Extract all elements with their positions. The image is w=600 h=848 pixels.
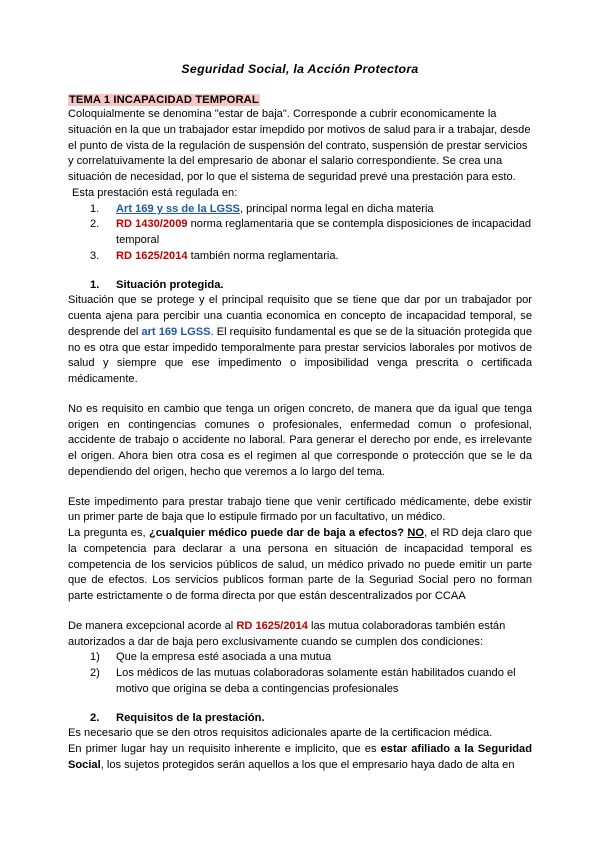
requisito-emphasis: estar afiliado a la Seguridad Social (68, 742, 532, 771)
regulation-list (68, 202, 532, 265)
paragraph-requisitos-2 (68, 742, 532, 774)
list-marker: 1) (90, 651, 100, 664)
paragraph-rest-text: , el RD deja claro que la competencia para declarar a una persona en situación de incapacidad temporal es competencia de los servicios públicos de salud, un médico privado no puede emitir un parte que de efectos. Los servicios publicos forman parte de la Seguriad Social pero no forman parte estrictamente o de forma directa por que están descentralizados por CCAA (68, 527, 532, 602)
legal-reference: RD 1625/2014 (236, 619, 308, 632)
list-item-text: Los médicos de las mutuas colaboradoras solamente están habilitados cuando el motivo que origina se deba a contingencias profesionales (116, 667, 516, 695)
legal-reference: art 169 LGSS (141, 325, 211, 338)
paragraph-text-part-1: En primer lugar hay un requisito inherente e implicito, que es (68, 742, 381, 755)
list-marker: 2) (90, 667, 100, 679)
legal-reference: RD 1625/2014 (116, 249, 188, 262)
page-title: Seguridad Social, la Acción Protectora (181, 62, 419, 76)
legal-reference: RD 1430/2009 (116, 218, 188, 231)
section-heading-text: Requisitos de la prestación. (116, 711, 265, 724)
list-item (68, 202, 532, 218)
list-item (68, 217, 532, 249)
paragraph-situacion-protegida (68, 293, 532, 388)
paragraph-certificado: Este impedimento para prestar trabajo tiene que venir certificado médicamente, debe existir un primer parte de baja que lo estipule firmado por un facultativo, un médico. (68, 495, 532, 524)
list-item (68, 650, 532, 666)
list-item-text: norma reglamentaria que se contempla disposiciones de incapacidad temporal (116, 218, 532, 247)
section-heading-situacion-protegida (68, 278, 532, 294)
section-heading-requisitos (68, 711, 532, 727)
list-item (68, 249, 532, 265)
topic-heading (68, 93, 532, 107)
list-item-text: , principal norma legal en dicha materia (239, 202, 434, 215)
topic-heading-highlight: TEMA 1 INCAPACIDAD TEMPORAL (69, 93, 259, 106)
intro-paragraph: Coloquialmente se denomina "estar de baja". Corresponde a cubrir economicamente la situación en la que un trabajador estar imepdido por motivos de salud para ir a trabajar, desde el punto de vista de la regulación de suspensión del contrato, suspensión de prestar servicios y correlatuivamente la del empresario de abonar el salario correspondiente. Se crea una situación de necesidad, por lo que el sistema de seguridad prevé una prestación para esto. (68, 108, 531, 184)
paragraph-text-part-1: Situación que se protege y el principal requisito que se tiene que dar por un trabajador por cuenta ajena para percibir una cuantia economica en concepto de incapacidad temporal, se desprende del (68, 294, 532, 338)
legal-reference-link[interactable]: Art 169 y ss de la LGSS (116, 202, 240, 215)
question-emphasis: ¿cualquier médico puede dar de baja a efectos? (148, 527, 405, 539)
paragraph-text-part-2: . El requisito fundamental es que se de la situación protegida que no es otra que estar impedido temporalmente para prestar servicios laborales por motivos de salud y siempre que ese impedimento o imposibilidad venga prescrita o certificada médicamente. (68, 325, 533, 385)
section-heading-text: Situación protegida. (116, 278, 224, 291)
paragraph-text-part-2: las mutua colaboradoras también están autorizados a dar de baja pero exclusivamente cuando se cumplen dos condiciones: (68, 619, 506, 648)
list-marker: 3. (90, 249, 100, 262)
list-item-text: Que la empresa esté asociada a una mutua (116, 651, 332, 664)
section-marker: 1. (90, 278, 100, 291)
regulation-lead-in: Esta prestación está regulada en: (72, 186, 238, 199)
list-item-text: también norma reglamentaria. (187, 249, 339, 262)
paragraph-requisitos-1: Es necesario que se den otros requisitos adicionales aparte de la certificacion médica. (68, 727, 493, 740)
list-item (68, 666, 532, 698)
paragraph-lead-text: La pregunta es, (68, 527, 149, 539)
list-marker: 2. (90, 218, 100, 231)
paragraph-mutuas (68, 619, 532, 651)
section-marker: 2. (90, 711, 100, 724)
paragraph-text-part-1: De manera excepcional acorde al (68, 619, 237, 632)
list-marker: 1. (90, 202, 100, 215)
paragraph-origen: No es requisito en cambio que tenga un origen concreto, de manera que da igual que tenga origen en contingencias comunes o profesionales, enfermedad comun o profesional, accidente de trabajo o accidente no laboral. Para generar el derecho por ende, es irrelevante el origen. Ahora bien otra cosa es el regimen al que corresponde o protección que se le da dependiendo del origen, hecho que veremos a lo largo del tema. (68, 402, 532, 478)
paragraph-pregunta (68, 526, 532, 605)
answer-emphasis: NO (407, 527, 425, 539)
mutuas-conditions-list (68, 650, 532, 697)
paragraph-text-part-2: , los sujetos protegidos serán aquellos a los que el empresario haya dado de alta en (100, 758, 515, 771)
